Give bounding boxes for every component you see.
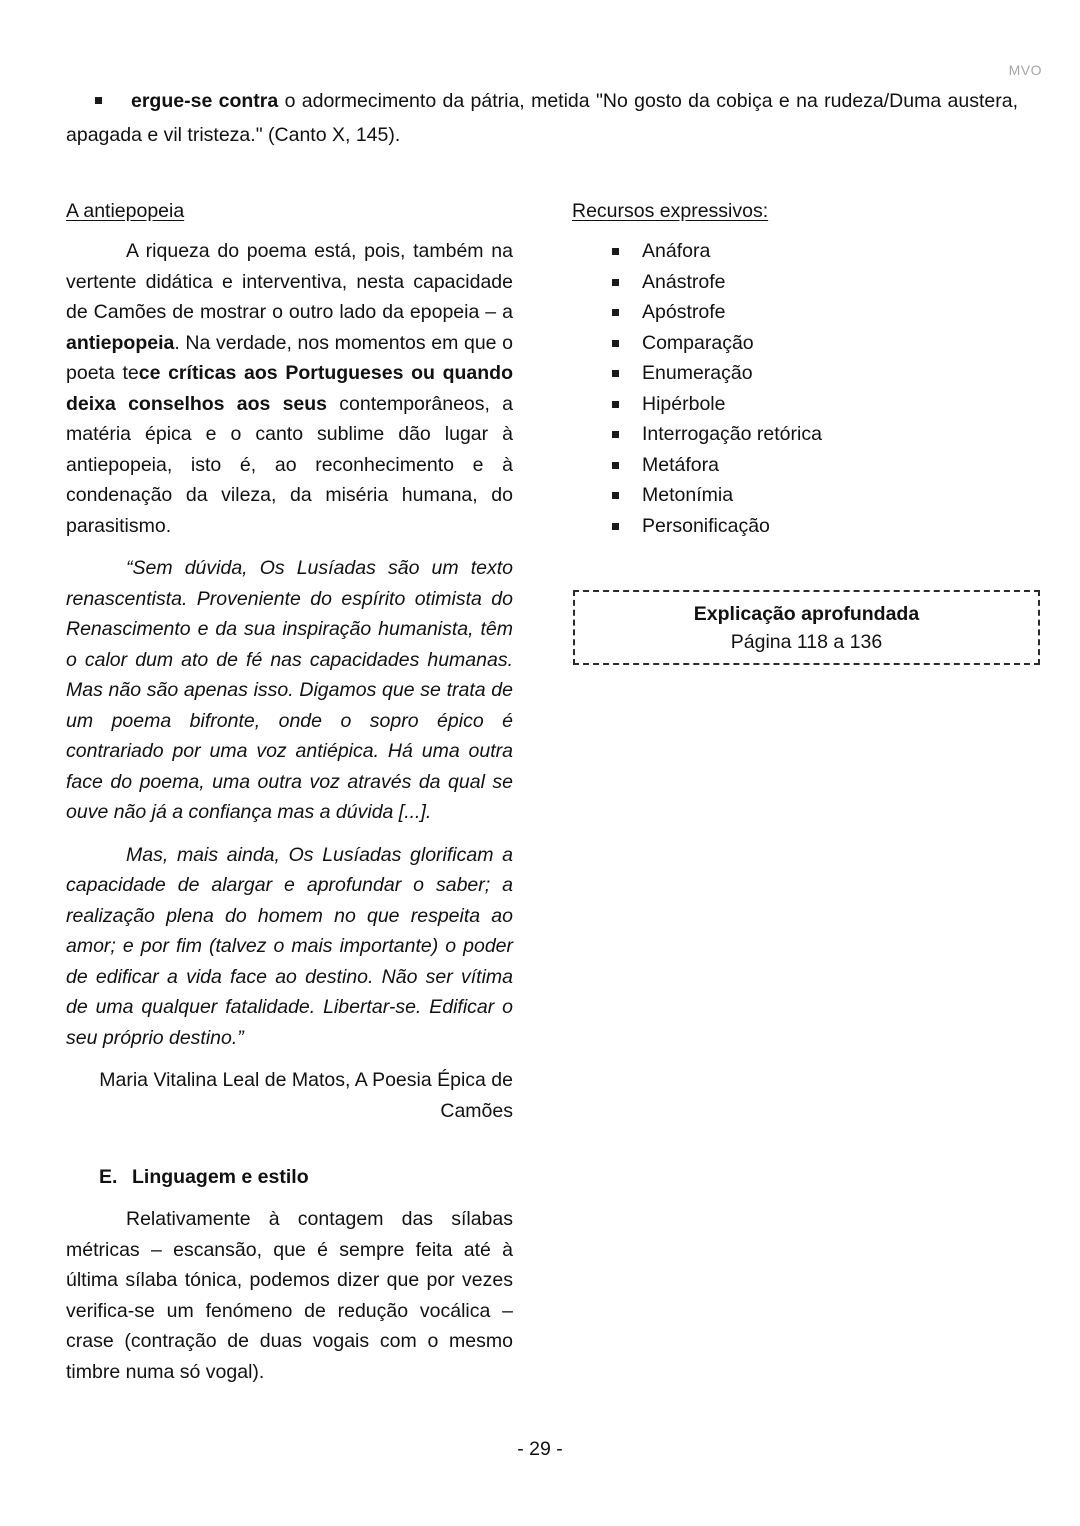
- bullet-row: [66, 84, 1018, 152]
- list-item: [572, 419, 1042, 450]
- square-bullet-icon: [612, 370, 619, 377]
- list-item-label: Apóstrofe: [642, 301, 726, 323]
- list-item-label: Enumeração: [642, 362, 753, 384]
- right-column: [572, 196, 1042, 541]
- square-bullet-icon: [612, 279, 619, 286]
- section-e: [66, 1162, 513, 1387]
- left-column-heading: A antiepopeia: [66, 200, 185, 222]
- header-watermark: MVO: [1008, 62, 1042, 78]
- list-item-label: Hipérbole: [642, 392, 726, 415]
- list-item-label: Metáfora: [642, 453, 719, 476]
- square-bullet-icon: [612, 340, 619, 347]
- bullet-rest-text: o adormecimento da pátria, metida "No gosto da cobiça e na rudeza/Duma austera, apagada e vil tristeza." (Canto X, 145).: [66, 90, 1018, 146]
- list-item-label: Comparação: [642, 331, 754, 354]
- list-item: [572, 511, 1042, 542]
- explanation-callout-box: [573, 590, 1040, 665]
- list-item-label: Anástrofe: [642, 270, 726, 293]
- antiepopeia-paragraph: [66, 236, 513, 541]
- section-e-title: Linguagem e estilo: [132, 1166, 309, 1188]
- square-bullet-icon: [612, 248, 619, 255]
- square-bullet-icon: [612, 523, 619, 530]
- para-run-5: contemporâneos, a matéria épica e o canto sublime dão lugar à antiepopeia, isto é, ao reconhecimento e à condenação da vileza, da miséria humana, do parasitismo.: [66, 392, 514, 537]
- right-column-heading: Recursos expressivos:: [572, 200, 769, 222]
- square-bullet-icon: [612, 462, 619, 469]
- top-bullet-paragraph: [66, 84, 1018, 152]
- square-bullet-icon: [612, 401, 619, 408]
- list-item: [572, 358, 1042, 389]
- section-e-letter: E.: [99, 1166, 118, 1188]
- list-item: [572, 236, 1042, 267]
- list-item: [572, 328, 1042, 359]
- callout-subtitle: Página 118 a 136: [730, 630, 883, 653]
- list-item: [572, 480, 1042, 511]
- quote-attribution: Maria Vitalina Leal de Matos, A Poesia Épica de Camões: [99, 1069, 513, 1122]
- section-e-heading: [66, 1162, 513, 1192]
- bullet-lead-bold: ergue-se contra: [131, 90, 279, 112]
- list-item: [572, 389, 1042, 420]
- square-bullet-icon: [612, 492, 619, 499]
- para-run-1: A riqueza do poema está, pois, também na vertente didática e interventiva, nesta capacidade de Camões de mostrar o outro lado da epopeia – a: [66, 240, 513, 323]
- list-item-label: Metonímia: [642, 484, 734, 506]
- list-item-label: Interrogação retórica: [642, 423, 822, 445]
- expressive-devices-list: [572, 236, 1042, 541]
- left-column: [66, 196, 513, 1126]
- para-run-2-bold: antiepopeia: [66, 331, 175, 354]
- para-run-4-bold: ce críticas aos Portugueses ou quando deixa conselhos aos seus: [66, 362, 513, 415]
- para-run-3: . Na verdade, nos momentos em que o poeta te: [66, 331, 513, 384]
- list-item: [572, 267, 1042, 298]
- section-e-paragraph: Relativamente à contagem das sílabas métricas – escansão, que é sempre feita até à última sílaba tónica, podemos dizer que por vezes verifica-se um fenómeno de redução vocálica – crase (contração de duas vogais com o mesmo timbre numa só vogal).: [66, 1208, 513, 1383]
- page-number: - 29 -: [517, 1438, 563, 1460]
- list-item: [572, 297, 1042, 328]
- quote-paragraph-1: “Sem dúvida, Os Lusíadas são um texto renascentista. Proveniente do espírito otimista do Renascimento e da sua inspiração humanista, têm o calor dum ato de fé nas capacidades humanas. Mas não são apenas isso. Digamos que se trata de um poema bifronte, onde o sopro épico é contrariado por uma voz antiépica. Há uma outra face do poema, uma outra voz através da qual se ouve não já a confiança mas a dúvida [...].: [66, 557, 513, 823]
- quote-paragraph-2: Mas, mais ainda, Os Lusíadas glorificam a capacidade de alargar e aprofundar o saber; a realização plena do homem no que respeita ao amor; e por fim (talvez o mais importante) o poder de edificar a vida face ao destino. Não ser vítima de uma qualquer fatalidade. Libertar-se. Edificar o seu próprio destino.”: [66, 843, 513, 1049]
- square-bullet-icon: [95, 97, 102, 104]
- list-item: [572, 450, 1042, 481]
- square-bullet-icon: [612, 309, 619, 316]
- list-item-label: Anáfora: [642, 240, 711, 262]
- list-item-label: Personificação: [642, 514, 770, 537]
- callout-title: Explicação aprofundada: [693, 602, 920, 625]
- square-bullet-icon: [612, 431, 619, 438]
